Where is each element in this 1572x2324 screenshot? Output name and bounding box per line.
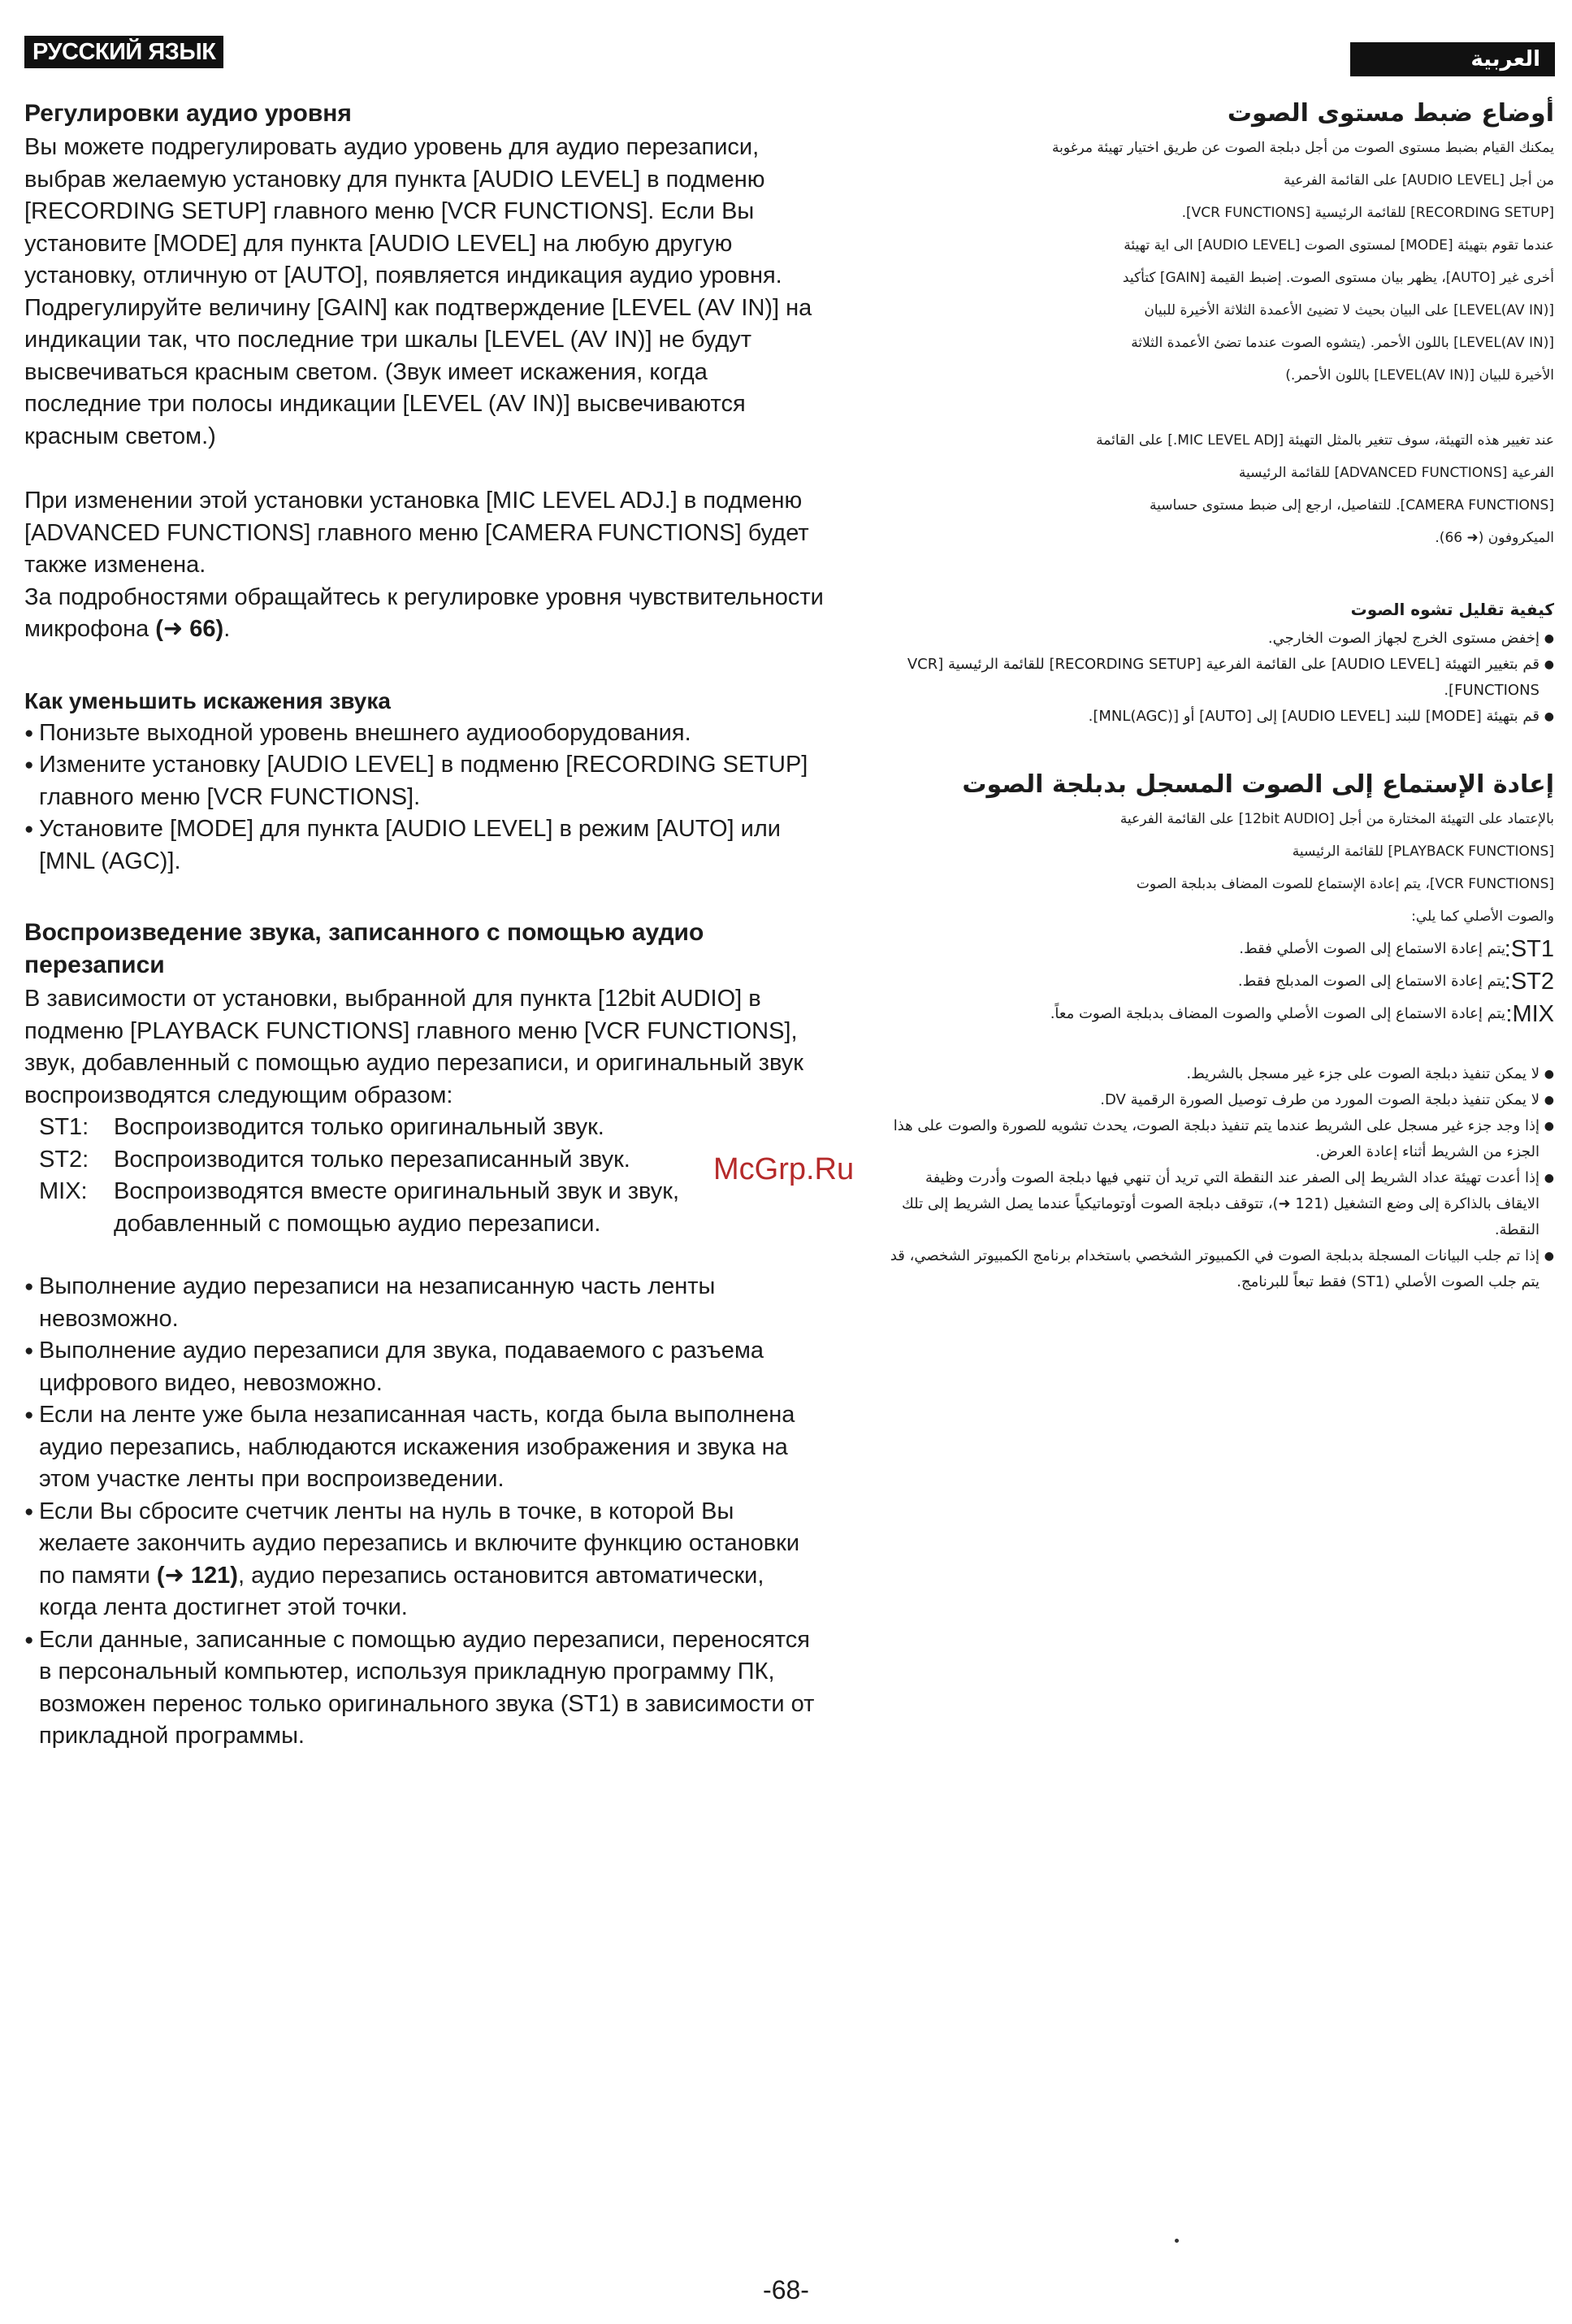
ar-section1-paragraph-2: [890, 424, 1554, 554]
mode-key: MIX:: [1505, 1001, 1554, 1027]
text-line: يمكنك القيام بضبط مستوى الصوت من أجل دبلجة الصوت عن طريق اختيار تهيئة مرغوبة: [1052, 140, 1554, 156]
page-number: -68-: [763, 2275, 809, 2304]
mode-text: Воспроизводится только оригинальный звук.: [114, 1114, 604, 1140]
note-text: Если Вы сбросите счетчик ленты на нуль в точке, в которой Вы желаете закончить аудио перезапись и включите функцию остановки по памяти: [39, 1498, 800, 1589]
ru-section1-paragraph-3: За подробностями обращайтесь к регулировке уровня чувствительности микрофона (➜ 66).: [24, 583, 824, 642]
mode-key: ST2:: [1504, 969, 1554, 995]
text-line: [PLAYBACK FUNCTIONS] للقائمة الرئيسية: [1292, 843, 1554, 860]
ru-section3-paragraph: В зависимости от установки, выбранной для пункта [12bit AUDIO] в подменю [PLAYBACK FUNCTIONS] главного меню [VCR FUNCTIONS], звук, добавленный с помощью аудио перезаписи, и оригинальный звук воспроизводятся следующим образом:: [24, 986, 803, 1108]
text-line: من أجل [AUDIO LEVEL] على القائمة الفرعية: [1283, 172, 1554, 189]
list-item: ● إذا وجد جزء غير مسجل على الشريط عندما يتم تنفيذ دبلجة الصوت، يحدث تشويه للصورة والصوت على هذا الجزء من الشريط أثناء إعادة العرض.: [890, 1113, 1554, 1165]
text-line: عند تغيير هذه التهيئة، سوف تتغير بالمثل التهيئة [MIC LEVEL ADJ.] على القائمة: [1096, 432, 1554, 449]
ru-mic-ref-text: За подробностями обращайтесь к регулировке уровня чувствительности микрофона: [24, 583, 824, 642]
text-line: الأخيرة للبيان [LEVEL(AV IN)] باللون الأحمر.): [1285, 367, 1554, 384]
mode-text: Воспроизводятся вместе оригинальный звук и звук, добавленный с помощью аудио перезаписи.: [114, 1178, 680, 1237]
watermark: McGrp.Ru: [713, 1152, 855, 1186]
list-item: ● Выполнение аудио перезаписи для звука, подаваемого с разъема цифрового видео, невозможно.: [24, 1335, 825, 1399]
list-item: [24, 1496, 825, 1624]
mode-row: [39, 1144, 825, 1177]
list-item: ● لا يمكن تنفيذ دبلجة الصوت المورد من طرف توصيل الصورة الرقمية DV.: [890, 1087, 1554, 1113]
note-text: , аудио перезапись остановится автоматически, когда лента достигнет этой точки.: [39, 1562, 764, 1620]
mode-text: يتم إعادة الاستماع إلى الصوت الأصلي فقط.: [1239, 940, 1505, 957]
mode-text: يتم إعادة الاستماع إلى الصوت المدبلج فقط.: [1237, 973, 1505, 990]
text-line: والصوت الأصلي كما يلي:: [1411, 908, 1554, 925]
ru-section3-title: Воспроизведение звука, записанного с помощью аудио перезаписи: [24, 919, 704, 978]
list-item: ● قم بتهيئة [MODE] للبند [AUDIO LEVEL] إلى [AUTO] أو [MNL(AGC)].: [890, 704, 1554, 730]
mode-key: MIX:: [39, 1178, 88, 1204]
ar-audio-level-section: [890, 98, 1554, 554]
list-item: ● Выполнение аудио перезаписи на незаписанную часть ленты невозможно.: [24, 1271, 825, 1335]
text-line: الميكروفون (➜ 66).: [1435, 530, 1554, 546]
list-item: ● لا يمكن تنفيذ دبلجة الصوت على جزء غير مسجل بالشريط.: [890, 1061, 1554, 1087]
ar-section1-paragraph: [890, 132, 1554, 392]
ru-modes-list: [39, 1112, 825, 1240]
ru-section2-list: [24, 718, 825, 878]
text-line: [VCR FUNCTIONS]، يتم إعادة الإستماع للصوت المضاف بدبلجة الصوت: [1136, 876, 1554, 892]
mode-row: [39, 1176, 825, 1240]
mode-text: Воспроизводится только перезаписанный звук.: [114, 1146, 630, 1173]
ru-page-ref-121[interactable]: (➜ 121): [156, 1562, 238, 1589]
ar-section3-paragraph: [890, 803, 1554, 933]
mode-key: ST1:: [39, 1114, 89, 1140]
text-line: [LEVEL(AV IN)] باللون الأحمر. (يتشوه الصوت عندما تضئ الأعمدة الثلاثة: [1131, 335, 1554, 351]
text-line: بالإعتماد على التهيئة المختارة من أجل [12bit AUDIO] على القائمة الفرعية: [1119, 811, 1554, 827]
mode-row: [39, 1112, 825, 1144]
ru-section2-title: Как уменьшить искажения звука: [24, 687, 391, 713]
mode-row: [890, 965, 1554, 998]
text-line: أخرى غير [AUTO]، يظهر بيان مستوى الصوت. إضبط القيمة [GAIN] كتأكيد: [1122, 270, 1554, 286]
list-item: ● إخفض مستوى الخرج لجهاز الصوت الخارجي.: [890, 626, 1554, 652]
ru-reduce-distortion-section: [24, 685, 825, 878]
ru-section1-paragraph-2: При изменении этой установки установка [MIC LEVEL ADJ.] в подменю [ADVANCED FUNCTIONS] главного меню [CAMERA FUNCTIONS] будет также изменена.: [24, 488, 809, 578]
mode-text: يتم إعادة الاستماع إلى الصوت الأصلي والصوت المضاف بدبلجة الصوت معاً.: [1050, 1005, 1505, 1022]
ar-notes-list: [890, 1061, 1554, 1295]
arabic-column: [890, 98, 1554, 1295]
ru-section1-paragraph: Вы можете подрегулировать аудио уровень для аудио перезаписи, выбрав желаемую установку для пункта [AUDIO LEVEL] в подменю [RECORDING SETUP] главного меню [VCR FUNCTIONS]. Если Вы установите [MODE] для пункта [AUDIO LEVEL] на любую другую установку, отличную от [AUTO], появляется индикация аудио уровня. Подрегулируйте величину [GAIN] как подтверждение [LEVEL (AV IN)] на индикации так, что последние три шкалы [LEVEL (AV IN)] не будут высвечиваться красным светом. (Звук имеет искажения, когда последние три полосы индикации [LEVEL (AV IN)] высвечиваются красным светом.): [24, 134, 812, 449]
list-item: ● Если данные, записанные с помощью аудио перезаписи, переносятся в персональный компьютер, используя прикладную программу ПК, возможен перенос только оригинального звука (ST1) в зависимости от прикладной программы.: [24, 1624, 825, 1753]
ar-playback-section: [890, 769, 1554, 1295]
text-line: [CAMERA FUNCTIONS]. للتفاصيل، ارجع إلى ضبط مستوى حساسية: [1149, 497, 1554, 514]
text-line: [RECORDING SETUP] للقائمة الرئيسية [VCR FUNCTIONS].: [1181, 205, 1554, 221]
text-line: عندما تقوم بتهيئة [MODE] لمستوى الصوت [AUDIO LEVEL] الى اية تهيئة: [1124, 237, 1554, 254]
ar-reduce-distortion-section: [890, 593, 1554, 730]
text-line: الفرعية [ADVANCED FUNCTIONS] للقائمة الرئيسية: [1238, 465, 1554, 481]
list-item: ● إذا تم جلب البيانات المسجلة بدبلجة الصوت في الكمبيوتر الشخصي باستخدام برنامج الكمبيوتر الشخصي، قد يتم جلب الصوت الأصلي (ST1) فقط تبعاً للبرنامج.: [890, 1243, 1554, 1295]
ar-section3-title: إعادة الإستماع إلى الصوت المسجل بدبلجة الصوت: [962, 770, 1554, 799]
text-line: [LEVEL(AV IN)] على البيان بحيث لا تضيئ الأعمدة الثلاثة الأخيرة للبيان: [1144, 302, 1554, 319]
list-item: ● Измените установку [AUDIO LEVEL] в подменю [RECORDING SETUP] главного меню [VCR FUNCTIONS].: [24, 749, 825, 813]
list-item: ● Установите [MODE] для пункта [AUDIO LEVEL] в режим [AUTO] или [MNL (AGC)].: [24, 813, 825, 878]
russian-column: [24, 98, 825, 1753]
ar-modes-list: [890, 933, 1554, 1030]
mode-row: [890, 933, 1554, 965]
arabic-language-tab: العربية: [1350, 42, 1555, 76]
ru-playback-section: [24, 917, 825, 1753]
stray-dot: [1175, 2239, 1179, 2243]
mode-key: ST1:: [1504, 936, 1554, 962]
ru-notes-list: [24, 1271, 825, 1753]
mode-row: [890, 998, 1554, 1030]
list-item: ● قم بتغيير التهيئة [AUDIO LEVEL] على القائمة الفرعية [RECORDING SETUP] للقائمة الرئيسية [VCR FUNCTIONS].: [890, 652, 1554, 704]
list-item: ● Если на ленте уже была незаписанная часть, когда была выполнена аудио перезапись, наблюдаются искажения изображения и звука на этом участке ленты при воспроизведении.: [24, 1399, 825, 1496]
list-item: ● إذا أعدت تهيئة عداد الشريط إلى الصفر عند النقطة التي تريد أن تنهي فيها دبلجة الصوت وأدرت وظيفة الايقاف بالذاكرة إلى وضع التشغيل (121 ➜)، تتوقف دبلجة الصوت أوتوماتيكياً عندما يصل الشريط إلى تلك النقطة.: [890, 1165, 1554, 1243]
mode-key: ST2:: [39, 1146, 89, 1173]
ru-audio-level-section: [24, 98, 825, 646]
ru-section1-title: Регулировки аудио уровня: [24, 100, 352, 127]
ar-section2-list: [890, 626, 1554, 730]
ar-section1-title: أوضاع ضبط مستوى الصوت: [1227, 99, 1554, 128]
russian-language-tab: РУССКИЙ ЯЗЫК: [24, 36, 223, 68]
list-item: ● Понизьте выходной уровень внешнего аудиооборудования.: [24, 718, 825, 750]
ar-section2-title: كيفية تقليل تشوه الصوت: [1350, 600, 1554, 619]
ru-page-ref-66[interactable]: (➜ 66): [155, 616, 224, 642]
